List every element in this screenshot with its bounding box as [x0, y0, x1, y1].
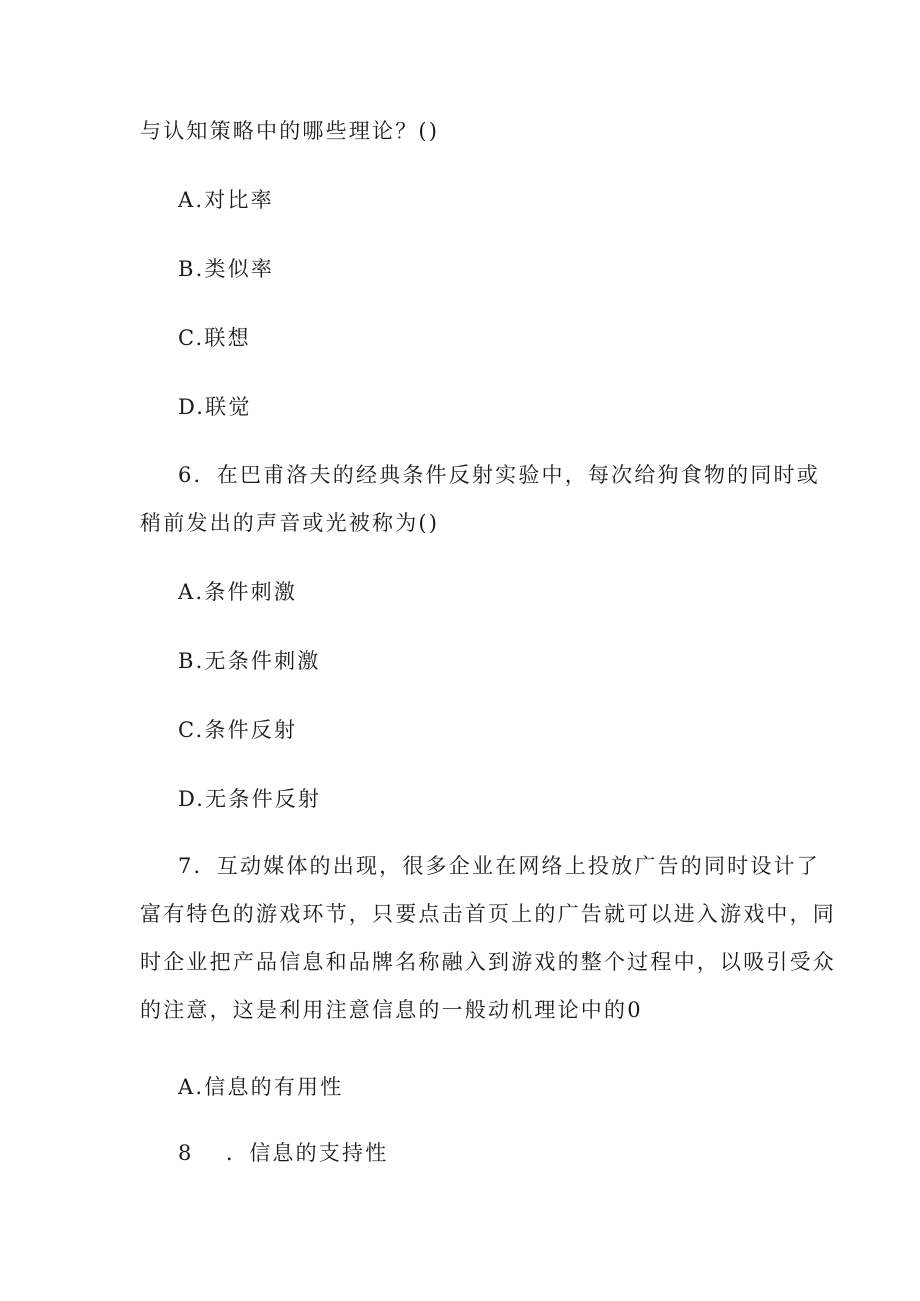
question-5-stem-tail: 与认知策略中的哪些理论？(): [140, 119, 440, 143]
q6-option-c: C.条件反射: [178, 718, 298, 742]
q6-option-b: B.无条件刺激: [178, 649, 321, 673]
question-6-line-1: 6．在巴甫洛夫的经典条件反射实验中，每次给狗食物的同时或: [178, 463, 820, 487]
question-8-number: 8: [178, 1141, 194, 1165]
q6-option-d: D.无条件反射: [178, 787, 322, 811]
q5-option-d: D.联觉: [178, 395, 252, 419]
q5-option-c: C.联想: [178, 326, 251, 350]
q5-option-b: B.类似率: [178, 257, 275, 281]
question-7-line-2: 富有特色的游戏环节，只要点击首页上的广告就可以进入游戏中，同: [140, 902, 836, 926]
question-7-line-4: 的注意，这是利用注意信息的一般动机理论中的0: [140, 998, 643, 1022]
question-8-text: ．信息的支持性: [226, 1141, 389, 1165]
question-6-line-2: 稍前发出的声音或光被称为(): [140, 511, 440, 535]
q5-option-a: A.对比率: [178, 188, 274, 212]
q6-option-a: A.条件刺激: [178, 580, 298, 604]
q7-option-a: A.信息的有用性: [178, 1075, 344, 1099]
question-7-line-3: 时企业把产品信息和品牌名称融入到游戏的整个过程中，以吸引受众: [140, 950, 836, 974]
question-7-line-1: 7．互动媒体的出现，很多企业在网络上投放广告的同时设计了: [178, 854, 820, 878]
